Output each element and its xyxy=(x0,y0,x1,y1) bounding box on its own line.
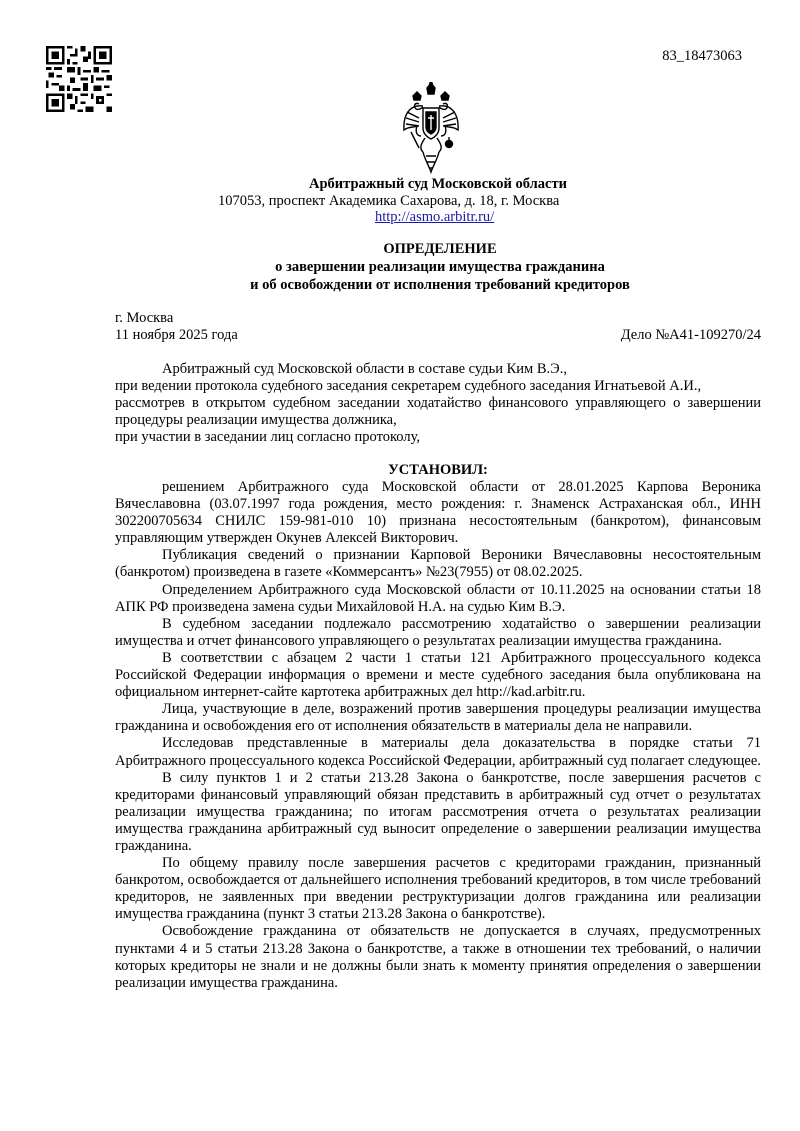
paragraph: В силу пунктов 1 и 2 статьи 213.28 Закона о банкротстве, после завершения расчетов с кредиторами финансовый управляющий обязан представить в арбитражный суд отчет о результатах реализации имущества гражданина; по итогам рассмотрения отчета о результатах реализации имущества гражданина арбитражный суд выносит определение о завершении реализации имущества гражданина. xyxy=(115,769,761,854)
title-main: ОПРЕДЕЛЕНИЕ xyxy=(383,241,497,257)
paragraph: По общему правилу после завершения расчетов с кредиторами гражданин, признанный банкротом, освобождается от дальнейшего исполнения требований кредиторов, в том числе требований кредиторов, не заявленных при введении реструктуризации долгов гражданина или реализации имущества гражданина (пункт 3 статьи 213.28 Закона о банкротстве). xyxy=(115,855,761,923)
qr-code-icon xyxy=(46,46,112,112)
case-number: Дело №А41-109270/24 xyxy=(620,327,761,343)
paragraph: Определением Арбитражного суда Московской области от 10.11.2025 на основании статьи 18 АПК РФ произведена замена судьи Михайловой Н.А. на судью Ким В.Э. xyxy=(115,581,761,615)
subtitle-line-2: и об освобождении от исполнения требований кредиторов xyxy=(250,277,630,293)
intro-line: при участии в заседании лиц согласно протоколу, xyxy=(115,429,421,445)
document-date: 11 ноября 2025 года xyxy=(115,327,238,343)
paragraph: Освобождение гражданина от обязательств не допускается в случаях, предусмотренных пунктами 4 и 5 статьи 213.28 Закона о банкротстве, а также в отношении тех требований, о наличии которых кредиторы не знали и не должны были знать к моменту принятия определения о завершении реализации имущества гражданина. xyxy=(115,923,761,991)
intro-line: Арбитражный суд Московской области в составе судьи Ким В.Э., xyxy=(162,361,567,377)
intro-line: рассмотрев в открытом судебном заседании ходатайство финансового управляющего о завершении процедуры реализации имущества должника, xyxy=(115,395,761,428)
document-title xyxy=(110,240,770,294)
court-address: 107053, проспект Академика Сахарова, д. 18, г. Москва xyxy=(218,193,560,209)
paragraph: Публикация сведений о признании Карповой Вероники Вячеславовны несостоятельным (банкротом) произведена в газете «Коммерсантъ» №23(7955) от 08.02.2025. xyxy=(115,547,761,581)
paragraph: решением Арбитражного суда Московской области от 28.01.2025 Карпова Вероника Вячеславовна (03.07.1997 года рождения, место рождения: г. Знаменск Астраханская обл., ИНН 302200705634 СНИЛС 159-981-010 10) признана несостоятельным (банкротом), финансовым управляющим утвержден Окунев Алексей Викторович. xyxy=(115,479,761,547)
court-website-link[interactable]: http://asmo.arbitr.ru/ xyxy=(375,209,495,225)
paragraph: В судебном заседании подлежало рассмотрению ходатайство о завершении реализации имущества и отчет финансового управляющего о результатах реализации имущества гражданина. xyxy=(115,615,761,649)
document-meta xyxy=(115,310,761,344)
court-name: Арбитражный суд Московской области xyxy=(309,176,567,192)
paragraph: Исследовав представленные в материалы дела доказательства в порядке статьи 71 Арбитражного процессуального кодекса Российской Федерации, арбитражный суд полагает следующее. xyxy=(115,735,761,769)
document-id: 83_18473063 xyxy=(662,48,742,64)
section-heading: УСТАНОВИЛ: xyxy=(388,462,488,478)
subtitle-line-1: о завершении реализации имущества гражданина xyxy=(275,259,605,275)
city: г. Москва xyxy=(115,310,174,326)
paragraph: Лица, участвующие в деле, возражений против завершения процедуры реализации имущества гражданина и освобождения его от исполнения обязательств в материалы дела не направили. xyxy=(115,701,761,735)
intro-line: при ведении протокола судебного заседания секретарем судебного заседания Игнатьевой А.И., xyxy=(115,378,702,394)
paragraph: В соответствии с абзацем 2 части 1 статьи 121 Арбитражного процессуального кодекса Российской Федерации информация о времени и месте судебного заседания была опубликована на официальном интернет-сайте картотека арбитражных дел http://kad.arbitr.ru. xyxy=(115,649,761,701)
established-section xyxy=(115,462,761,992)
russian-coat-of-arms-icon xyxy=(399,82,463,174)
intro-section xyxy=(115,361,761,446)
